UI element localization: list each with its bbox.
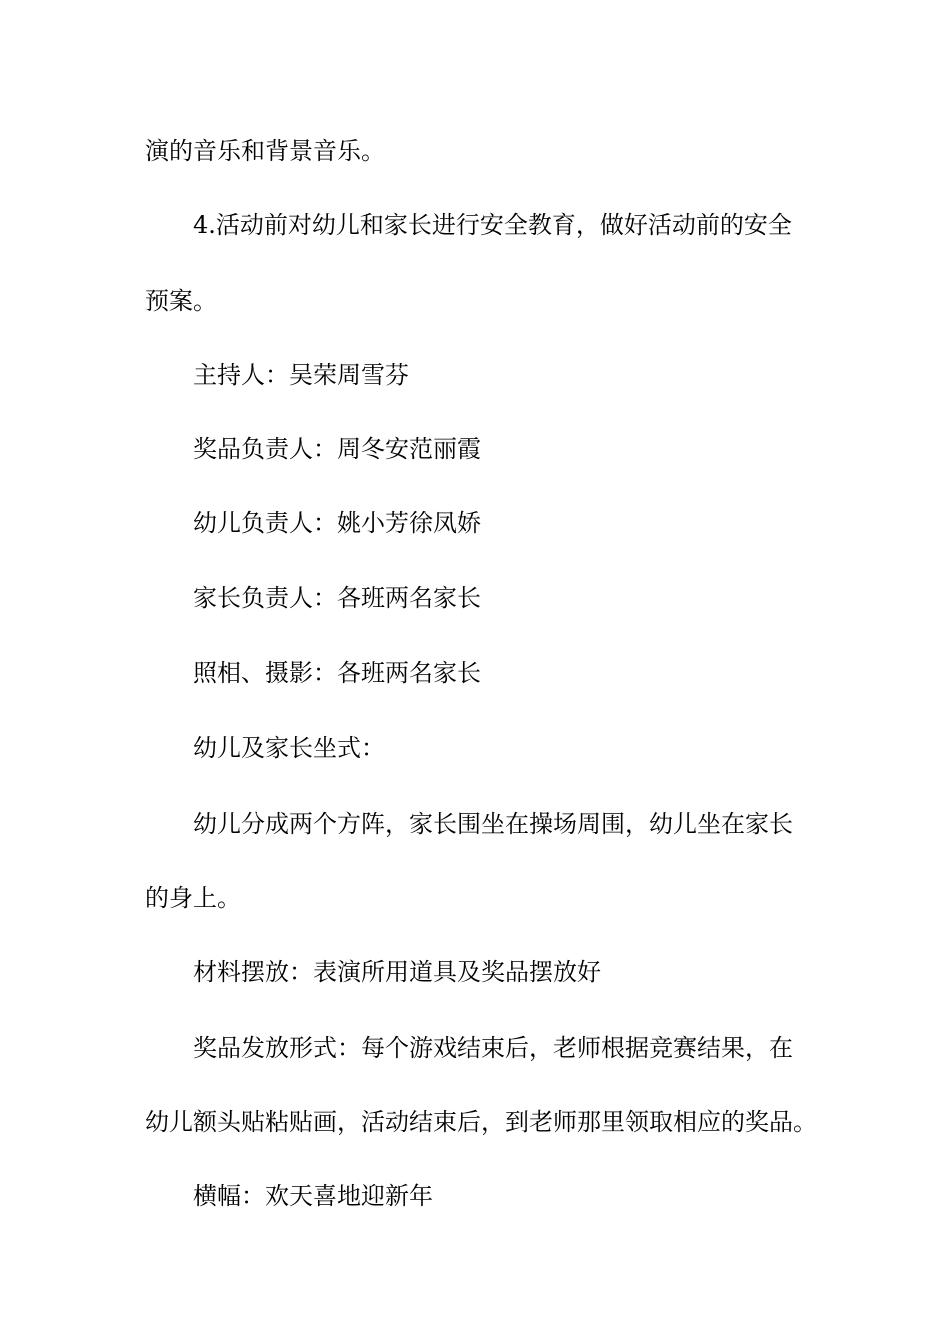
- text-line-3: 预案。: [145, 287, 217, 315]
- text-line-5: 奖品负责人：周冬安范丽霞: [193, 435, 481, 463]
- text-line-2: 4.活动前对幼儿和家长进行安全教育，做好活动前的安全: [193, 211, 792, 239]
- text-line-10: 幼儿分成两个方阵，家长围坐在操场周围，幼儿坐在家长: [193, 810, 793, 838]
- text-line-1: 演的音乐和背景音乐。: [145, 137, 385, 165]
- text-line-6: 幼儿负责人：姚小芳徐凤娇: [193, 509, 481, 537]
- text-line-14: 幼儿额头贴粘贴画，活动结束后，到老师那里领取相应的奖品。: [145, 1108, 817, 1136]
- text-line-11: 的身上。: [145, 884, 241, 912]
- text-line-4: 主持人：吴荣周雪芬: [193, 361, 409, 389]
- text-line-8: 照相、摄影：各班两名家长: [193, 659, 481, 687]
- text-line-12: 材料摆放：表演所用道具及奖品摆放好: [193, 958, 601, 986]
- text-line-7: 家长负责人：各班两名家长: [193, 584, 481, 612]
- text-line-9: 幼儿及家长坐式：: [193, 734, 385, 762]
- text-line-13: 奖品发放形式：每个游戏结束后，老师根据竞赛结果，在: [193, 1034, 793, 1062]
- text-line-15: 横幅：欢天喜地迎新年: [193, 1182, 433, 1210]
